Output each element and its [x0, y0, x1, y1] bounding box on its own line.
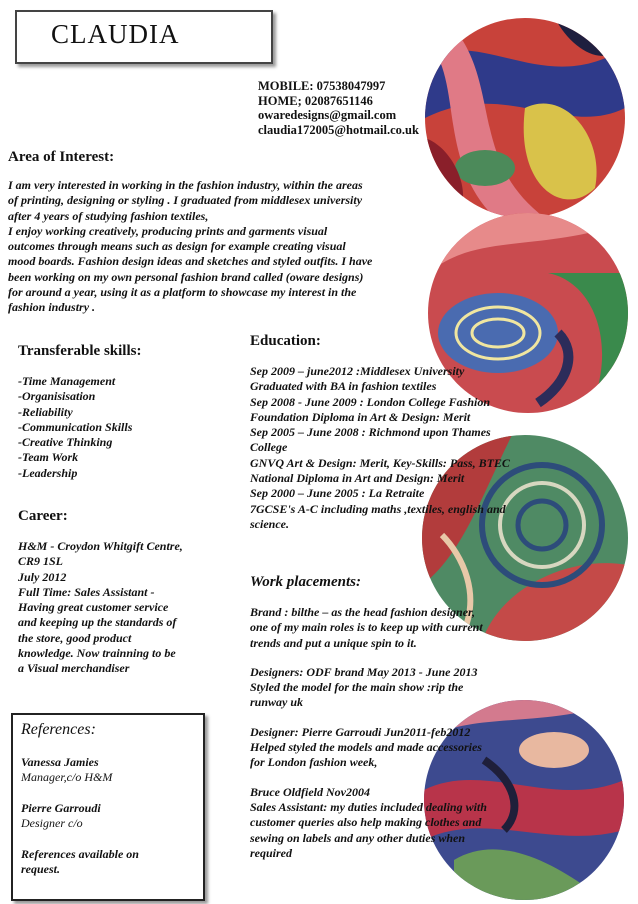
- interest-line: I enjoy working creatively, producing prints and garments visual: [8, 223, 328, 238]
- career-heading: Career:: [18, 508, 68, 524]
- education-line: Sep 2005 – June 2008 : Richmond upon Thames: [250, 425, 491, 440]
- education-line: Sep 2008 - June 2009 : London College Fashion: [250, 394, 491, 409]
- work-entry: [250, 725, 550, 771]
- work-placements-heading: Work placements:: [250, 574, 361, 590]
- skills-section: [18, 343, 228, 481]
- education-line: College: [250, 440, 288, 455]
- interest-line: I am very interested in working in the fashion industry, within the areas: [8, 178, 363, 192]
- references-note-line: request.: [21, 862, 60, 876]
- contact-details: [258, 79, 419, 137]
- education-line: National Diploma in Art and Design: Merit: [250, 471, 465, 486]
- candidate-name: CLAUDIA: [51, 19, 180, 49]
- interest-line: fashion industry .: [8, 300, 96, 315]
- career-line: Having great customer service: [18, 600, 169, 615]
- references-heading: References:: [21, 721, 96, 738]
- education-line: Graduated with BA in fashion textiles: [250, 379, 437, 394]
- interest-line: of printing, designing or styling . I graduated from middlesex university: [8, 193, 363, 208]
- skill-item: -Organisisation: [18, 389, 96, 404]
- education-line: science.: [250, 516, 289, 531]
- career-line: H&M - Croydon Whitgift Centre,: [18, 539, 183, 553]
- reference-role: Manager,c/o H&M: [21, 770, 113, 784]
- work-line: for London fashion week,: [250, 755, 378, 770]
- work-placements-section: [250, 574, 550, 861]
- skill-item: -Creative Thinking: [18, 435, 113, 450]
- interest-line: after 4 years of studying fashion textiles,: [8, 208, 209, 223]
- area-of-interest-text: [8, 178, 433, 316]
- skill-item: -Team Work: [18, 450, 79, 465]
- skill-item: -Communication Skills: [18, 419, 133, 434]
- interest-line: for around a year, using it as a platform to showcase my interest in the: [8, 285, 357, 300]
- work-line: sewing on labels and any other duties when: [250, 830, 466, 845]
- education-line: Foundation Diploma in Art & Design: Merit: [250, 409, 471, 424]
- contact-email-personal: claudia172005@hotmail.co.uk: [258, 122, 419, 137]
- career-line: knowledge. Now trainning to be: [18, 646, 176, 661]
- education-line: GNVQ Art & Design: Merit, Key-Skills: Pass, BTEC: [250, 455, 510, 470]
- skill-item: -Time Management: [18, 374, 116, 388]
- skills-heading: Transferable skills:: [18, 343, 142, 359]
- contact-email-work: owaredesigns@gmail.com: [258, 108, 397, 122]
- references-note: [21, 847, 195, 877]
- work-line: runway uk: [250, 695, 304, 710]
- career-line: July 2012: [18, 569, 67, 584]
- work-line: trends and put a unique spin to it.: [250, 635, 417, 650]
- interest-line: mood boards. Fashion design ideas and sketches and styled outfits. I have: [8, 254, 373, 269]
- references-note-line: References available on: [21, 847, 139, 861]
- career-line: Full Time: Sales Assistant -: [18, 584, 155, 599]
- work-line: required: [250, 845, 292, 860]
- career-text: [18, 539, 228, 677]
- contact-home: HOME; 02087651146: [258, 93, 373, 108]
- career-line: and keeping up the standards of: [18, 615, 177, 630]
- work-line: Styled the model for the main show :rip the: [250, 680, 464, 695]
- work-line: Designers: ODF brand May 2013 - June 2013: [250, 664, 478, 679]
- work-line: Helped styled the models and made accessories: [250, 740, 482, 755]
- skill-item: -Reliability: [18, 404, 73, 419]
- work-entry: [250, 665, 550, 711]
- work-line: Brand : bilthe – as the head fashion designer,: [250, 605, 476, 619]
- education-section: [250, 333, 550, 532]
- career-line: CR9 1SL: [18, 554, 64, 569]
- education-line: Sep 2009 – june2012 :Middlesex University: [250, 364, 465, 378]
- skill-item: -Leadership: [18, 465, 78, 480]
- reference-name: Vanessa Jamies: [21, 755, 99, 769]
- career-line: a Visual merchandiser: [18, 661, 130, 676]
- name-header-box: [15, 10, 273, 64]
- skills-list: [18, 374, 228, 481]
- work-entry: [250, 785, 550, 861]
- area-of-interest-heading: Area of Interest:: [8, 149, 115, 165]
- work-line: Designer: Pierre Garroudi Jun2011-feb2012: [250, 724, 471, 739]
- career-section: [18, 508, 228, 677]
- work-line: customer queries also help making clothes and: [250, 815, 482, 830]
- career-line: the store, good product: [18, 630, 132, 645]
- education-heading: Education:: [250, 333, 321, 349]
- interest-line: been working on my own personal fashion brand called (oware designs): [8, 269, 364, 284]
- references-box: [11, 713, 205, 901]
- work-line: one of my main roles is to keep up with current: [250, 620, 483, 635]
- work-line: Sales Assistant: my duties included dealing with: [250, 799, 487, 814]
- area-of-interest-section: [8, 149, 433, 316]
- education-line: Sep 2000 – June 2005 : La Retraite: [250, 486, 425, 501]
- interest-line: outcomes through means such as design for example creating visual: [8, 239, 346, 254]
- education-line: 7GCSE's A-C including maths ,textiles, english and: [250, 501, 506, 516]
- work-entry: [250, 605, 550, 651]
- reference-role: Designer c/o: [21, 816, 83, 830]
- fabric-print-circle-1: [425, 18, 625, 218]
- education-text: [250, 364, 550, 532]
- work-line: Bruce Oldfield Nov2004: [250, 784, 370, 799]
- reference-name: Pierre Garroudi: [21, 801, 101, 815]
- contact-mobile: MOBILE: 07538047997: [258, 79, 386, 93]
